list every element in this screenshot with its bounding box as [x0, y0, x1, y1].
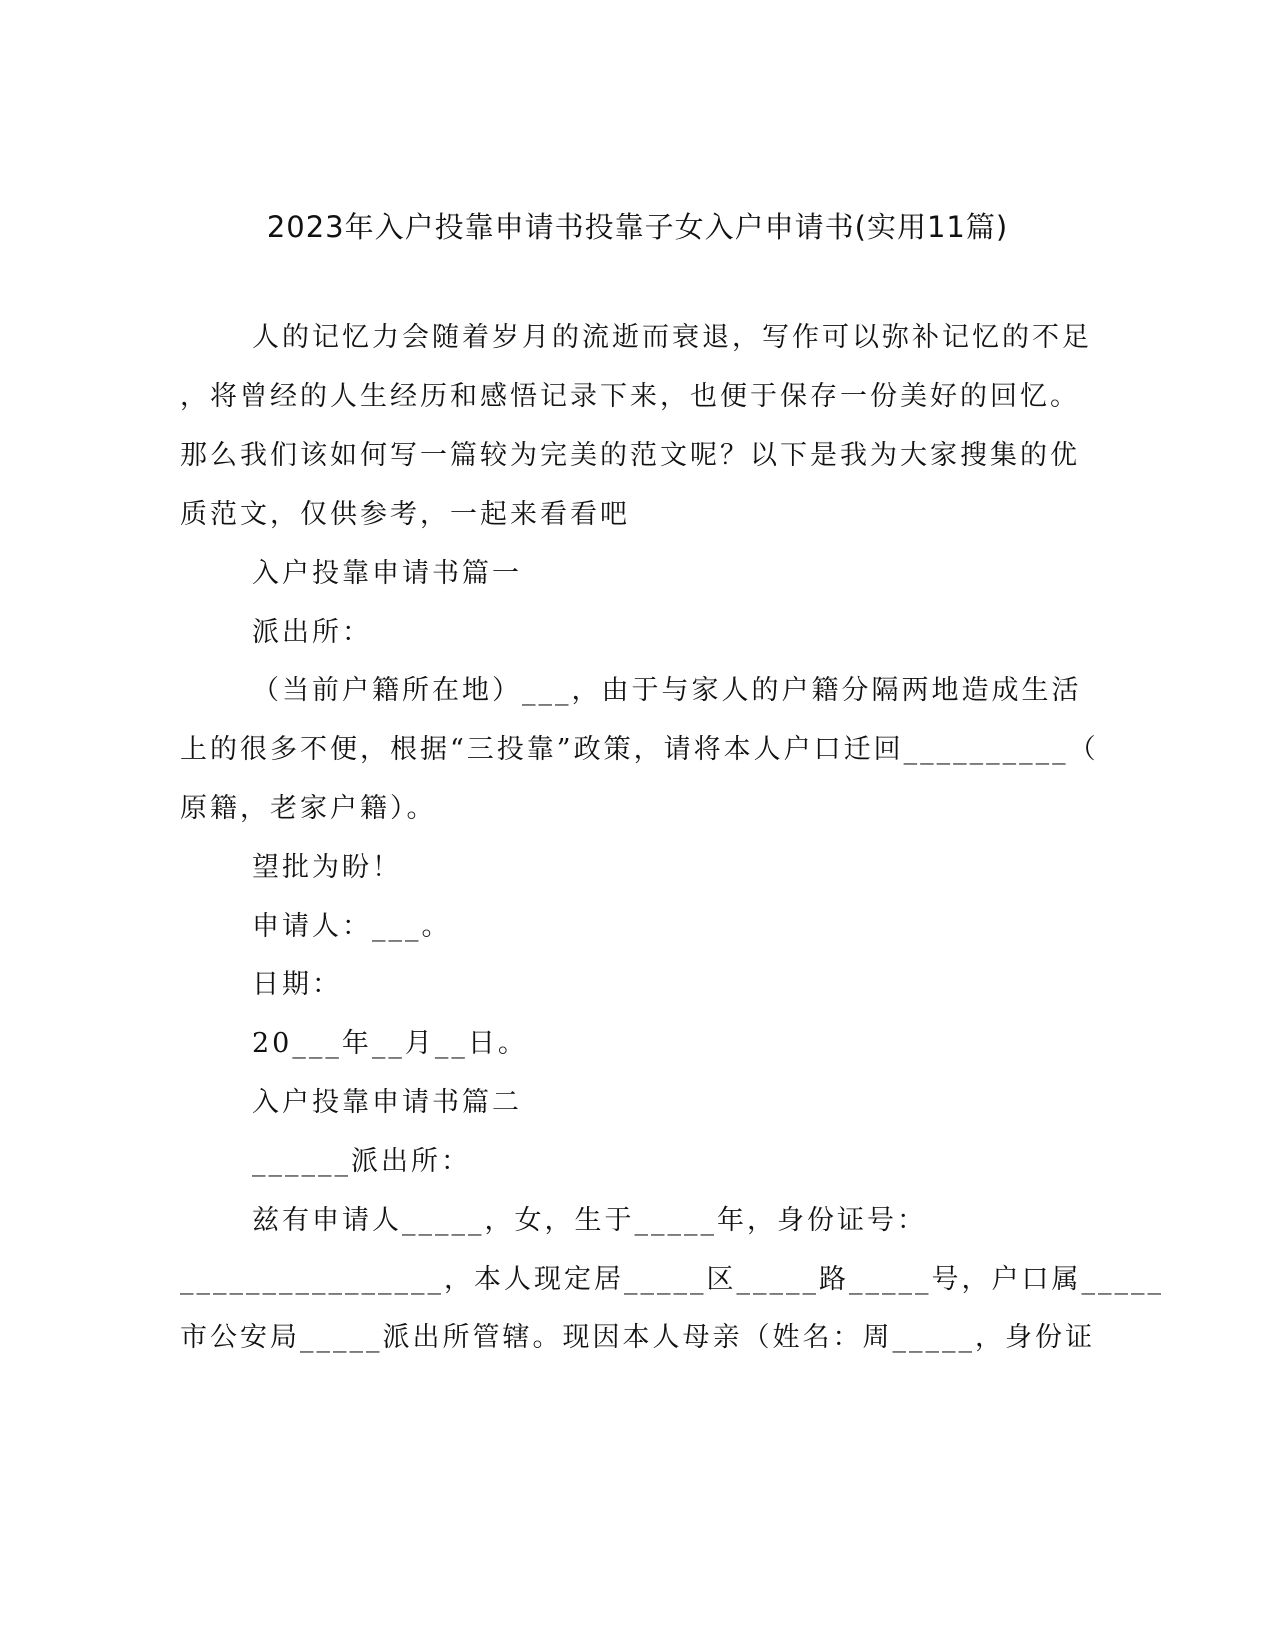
document-title: 2023年入户投靠申请书投靠子女入户申请书(实用11篇): [266, 210, 1009, 244]
body-line-5: ________________，本人现定居_____区_____路_____号，户口属_____: [180, 1264, 1164, 1295]
paragraph-line-3: 那么我们该如何写一篇较为完美的范文呢？以下是我为大家搜集的优: [180, 440, 1080, 471]
addressee-line: 派出所：: [252, 617, 372, 648]
applicant-line: 申请人：___。: [252, 911, 452, 942]
addressee-line-2: ______派出所：: [252, 1146, 471, 1177]
paragraph-line-1: 人的记忆力会随着岁月的流逝而衰退，写作可以弥补记忆的不足: [252, 322, 1092, 353]
date-value-line: 20___年__月__日。: [252, 1028, 528, 1059]
body-line-6: 市公安局_____派出所管辖。现因本人母亲（姓名：周_____，身份证: [180, 1322, 1095, 1353]
paragraph-line-2: ，将曾经的人生经历和感悟记录下来，也便于保存一份美好的回忆。: [180, 381, 1080, 412]
body-line-2: 上的很多不便，根据“三投靠”政策，请将本人户口迁回__________（: [180, 734, 1099, 765]
date-label-line: 日期：: [252, 969, 342, 1000]
body-line-1: （当前户籍所在地）___，由于与家人的户籍分隔两地造成生活: [252, 675, 1082, 706]
paragraph-line-4: 质范文，仅供参考，一起来看看吧: [180, 499, 630, 530]
body-line-4: 兹有申请人_____，女，生于_____年，身份证号：: [252, 1205, 927, 1236]
closing-line: 望批为盼！: [252, 852, 402, 883]
section-heading-1: 入户投靠申请书篇一: [252, 558, 522, 589]
body-line-3: 原籍，老家户籍）。: [180, 793, 437, 824]
section-heading-2: 入户投靠申请书篇二: [252, 1087, 522, 1118]
